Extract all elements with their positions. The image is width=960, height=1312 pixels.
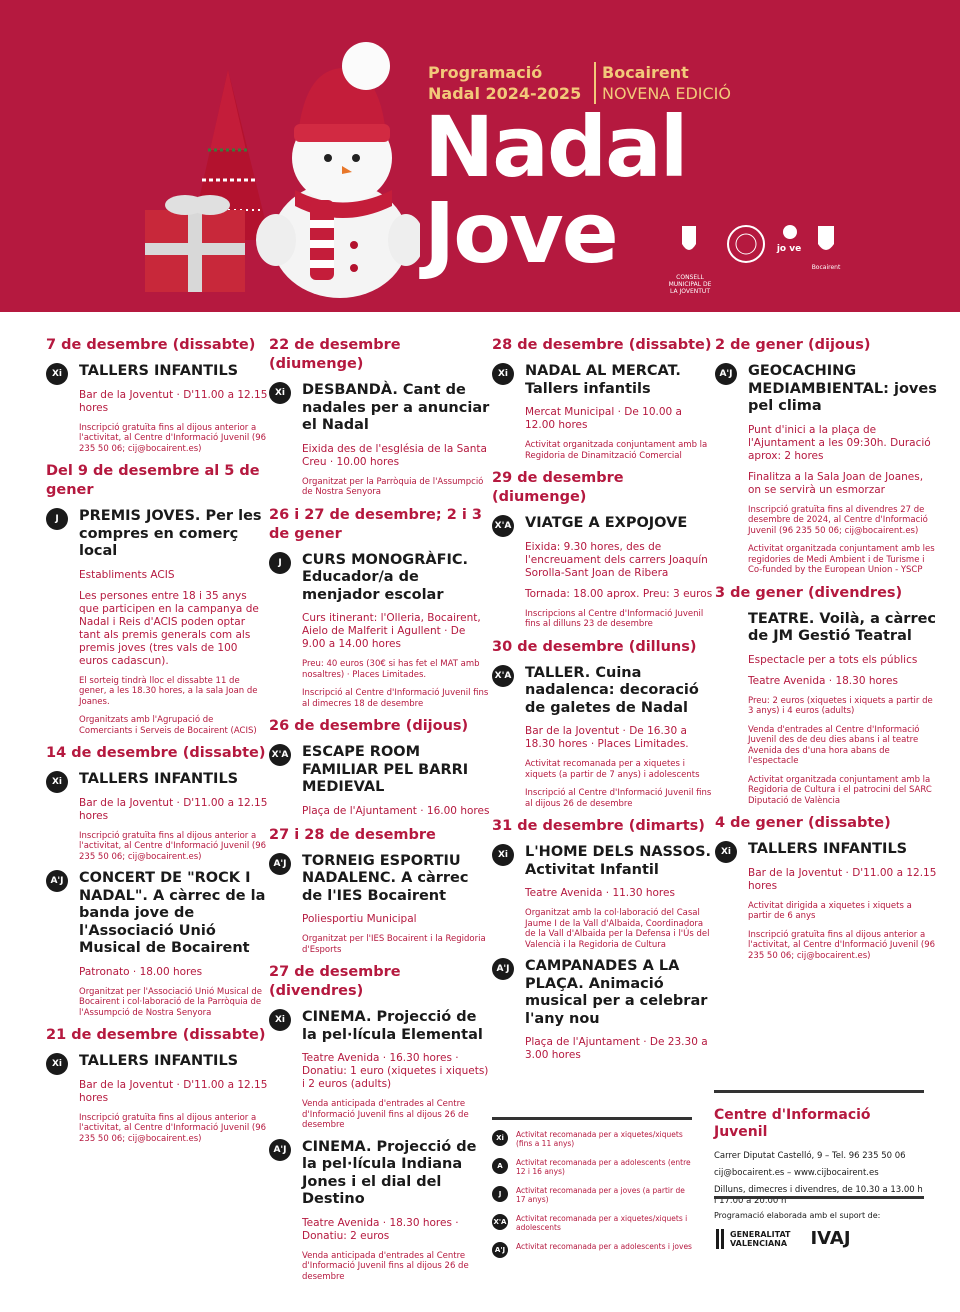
- header-banner: [0, 0, 960, 312]
- programme-column: [715, 336, 937, 969]
- programme-line-1: Programació: [428, 63, 543, 82]
- date-heading: 26 de desembre (dijous): [269, 718, 469, 734]
- event-item: [269, 1009, 491, 1131]
- age-badge-icon: Xi: [269, 382, 291, 404]
- legend-text: Activitat recomanada per a xiquetes/xiquets i adolescents: [516, 1214, 688, 1232]
- event-item: [46, 870, 268, 1018]
- cij-hours: Dilluns, dimecres i divendres, de 10.30 a 13.00 h i 17.00 a 20.00 h: [714, 1185, 923, 1206]
- event-item: [715, 841, 937, 961]
- event-title: TALLERS INFANTILS: [79, 363, 239, 379]
- event-item: [269, 744, 491, 818]
- event-item: [492, 363, 714, 461]
- event-detail: Establiments ACIS: [79, 568, 175, 581]
- event-title: TALLERS INFANTILS: [748, 841, 908, 857]
- event-item: [269, 853, 491, 956]
- date-heading: 3 de gener (divendres): [715, 584, 903, 601]
- programme-line-2: Nadal 2024-2025: [428, 84, 582, 103]
- event-note: Inscripció gratuïta fins al divendres 27 de desembre de 2024, al Centre d'Informació Juvenil (96 235 50 06; cij@bocairent.es): [748, 504, 928, 536]
- event-detail: Espectacle per a tots els públics: [748, 653, 918, 666]
- age-badge-icon: J: [269, 552, 291, 574]
- age-badge-icon: Xi: [46, 1053, 68, 1075]
- age-badge-icon: X'A: [492, 665, 514, 687]
- gv-line-1: GENERALITAT: [730, 1229, 791, 1239]
- age-badge-icon: Xi: [715, 841, 737, 863]
- logo-ajuntament: Bocairent: [811, 264, 841, 271]
- event-item: [492, 665, 714, 810]
- cij-title: Centre d'Informació Juvenil: [714, 1107, 871, 1140]
- event-title: TALLERS INFANTILS: [79, 1053, 239, 1069]
- event-note: Organitzat amb la col·laboració del Casal Jaume I de la Vall d'Albaida, Coordinadora de la Vall d'Albaida per la Defensa i l'Ús del Valencià i la Regidoria de Cultura: [525, 908, 710, 950]
- sponsor-logos: [666, 222, 846, 295]
- age-badge-icon: A'J: [492, 958, 514, 980]
- logo-consell: CONSELL MUNICIPAL DE LA JOVENTUT: [668, 274, 712, 295]
- event-note: Activitat organitzada conjuntament amb les regidories de Medi Ambient i de Turisme i Co-funded by the European Union - YSCP: [748, 544, 935, 575]
- event-item: [269, 1139, 491, 1283]
- event-detail: Eixida: 9.30 hores, des de l'encreuament dels carrers Joaquín Sorolla-Sant Joan de Ribera: [525, 540, 708, 579]
- event-note: Organitzats amb l'Agrupació de Comerciants i Serveis de Bocairent (ACIS): [79, 715, 257, 736]
- age-badge-icon: Xi: [269, 1009, 291, 1031]
- event-item: [46, 1053, 268, 1144]
- date-heading: 26 i 27 de desembre; 2 i 3 de gener: [269, 506, 482, 542]
- event-item: [715, 363, 937, 576]
- event-detail: Bar de la Joventut · De 16.30 a 18.30 hores · Places Limitades.: [525, 725, 689, 750]
- event-title: L'HOME DELS NASSOS. Activitat Infantil: [525, 844, 712, 878]
- event-note: Inscripcions al Centre d'Informació Juvenil fins al dilluns 23 de desembre: [525, 608, 704, 629]
- age-badge-icon: Xi: [492, 1130, 508, 1146]
- event-note: Venda anticipada d'entrades al Centre d'Informació Juvenil fins al dijous 26 de desembre: [302, 1099, 469, 1130]
- legend-text: Activitat recomanada per a joves (a partir de 17 anys): [516, 1186, 685, 1204]
- event-title: CINEMA. Projecció de la pel·lícula Indiana Jones i el dial del Destino: [302, 1138, 477, 1207]
- age-legend: [492, 1117, 692, 1270]
- generalitat-icon: [714, 1229, 726, 1249]
- legend-text: Activitat recomanada per a adolescents (entre 12 i 16 anys): [516, 1158, 691, 1176]
- event-detail: Eixida des de l'església de la Santa Creu · 10.00 hores: [302, 442, 487, 468]
- generalitat-logo: [714, 1229, 790, 1249]
- event-note: Organitzat per la Parròquia de l'Assumpció de Nostra Senyora: [302, 476, 484, 497]
- town-name: Bocairent: [602, 63, 689, 82]
- event-detail: Finalitza a la Sala Joan de Joanes, on se servirà un esmorzar: [748, 470, 924, 496]
- title-line-2: Jove: [424, 184, 617, 282]
- event-title: PREMIS JOVES. Per les compres en comerç local: [79, 508, 262, 559]
- snowman-illustration: [130, 40, 420, 300]
- event-title: GEOCACHING MEDIAMBIENTAL: joves pel clima: [748, 363, 937, 414]
- event-note: Inscripció gratuïta fins al dijous anterior a l'activitat, al Centre d'Informació Juvenil (96 235 50 06; cij@bocairent.es): [79, 1112, 267, 1144]
- event-title: TALLERS INFANTILS: [79, 771, 239, 787]
- date-heading: 4 de gener (dissabte): [715, 815, 891, 831]
- event-title: TORNEIG ESPORTIU NADALENC. A càrrec de l'IES Bocairent: [302, 852, 469, 904]
- event-title: CONCERT DE "ROCK I NADAL". A càrrec de la banda jove de l'Associació Unió Musical de Bocairent: [79, 870, 266, 956]
- event-note: Inscripció gratuïta fins al dijous anterior a l'activitat, al Centre d'Informació Juvenil (96 235 50 06; cij@bocairent.es): [79, 830, 267, 862]
- event-note: Preu: 40 euros (30€ si has fet el MAT amb nosaltres) · Places Limitades.: [302, 659, 480, 680]
- age-badge-icon: A'J: [269, 1139, 291, 1161]
- legend-item: [492, 1214, 692, 1232]
- date-heading: 31 de desembre (dimarts): [492, 818, 705, 834]
- main-title: [424, 98, 687, 282]
- event-detail: Punt d'inici a la plaça de l'Ajuntament a les 09:30h. Duració aprox: 2 hores: [748, 423, 931, 462]
- event-title: CAMPANADES A LA PLAÇA. Animació musical per a celebrar l'any nou: [525, 958, 708, 1027]
- logo-jove: jo ve: [776, 244, 802, 254]
- event-item: [269, 382, 491, 498]
- title-line-1: Nadal: [424, 98, 687, 196]
- event-note: Inscripció al Centre d'Informació Juvenil fins al dimecres 18 de desembre: [302, 688, 489, 709]
- support-block: [714, 1196, 924, 1249]
- event-note: El sorteig tindrà lloc el dissabte 11 de gener, a les 18.30 hores, a la sala Joan de Joanes.: [79, 675, 258, 707]
- date-heading: 27 de desembre (divendres): [269, 964, 401, 999]
- event-detail: Les persones entre 18 i 35 anys que participen en la campanya de Nadal i Reis d'ACIS poden optar tant als premis generals com als premis joves (tres vals de 100 euros cadascun).: [79, 589, 259, 667]
- event-detail: Teatre Avenida · 18.30 hores: [748, 674, 898, 687]
- event-title: DESBANDÀ. Cant de nadales per a anunciar el Nadal: [302, 382, 490, 433]
- date-heading: 28 de desembre (dissabte): [492, 337, 712, 353]
- cij-web: cij@bocairent.es – www.cijbocairent.es: [714, 1168, 879, 1178]
- age-badge-icon: A'J: [715, 363, 737, 385]
- event-item: [46, 771, 268, 862]
- legend-text: Activitat recomanada per a adolescents i joves: [516, 1242, 692, 1251]
- date-heading: 22 de desembre (diumenge): [269, 337, 401, 372]
- event-item: [715, 611, 937, 807]
- age-badge-icon: Xi: [46, 771, 68, 793]
- event-item: [492, 958, 714, 1062]
- age-badge-icon: A'J: [269, 853, 291, 875]
- event-title: CINEMA. Projecció de la pel·lícula Elemental: [302, 1009, 483, 1043]
- event-title: ESCAPE ROOM FAMILIAR PEL BARRI MEDIEVAL: [302, 744, 469, 795]
- date-heading: 21 de desembre (dissabte): [46, 1027, 266, 1043]
- event-note: Inscripció gratuïta fins al dijous anterior a l'activitat, al Centre d'Informació Juvenil (96 235 50 06; cij@bocairent.es): [79, 422, 267, 454]
- event-note: Activitat recomanada per a xiquetes i xiquets (a partir de 7 anys) i adolescents: [525, 759, 700, 780]
- event-note: Preu: 2 euros (xiquetes i xiquets a partir de 3 anys) i 4 euros (adults): [748, 695, 933, 716]
- age-badge-icon: A'J: [492, 1242, 508, 1258]
- programme-column: [492, 336, 714, 1070]
- event-detail: Bar de la Joventut · D'11.00 a 12.15 hores: [79, 388, 268, 414]
- event-note: Inscripció al Centre d'Informació Juvenil fins al dijous 26 de desembre: [525, 788, 712, 809]
- age-badge-icon: Xi: [492, 363, 514, 385]
- date-heading: 7 de desembre (dissabte): [46, 337, 256, 353]
- event-note: Venda d'entrades al Centre d'Informació Juvenil des de deu dies abans i al teatre Avenida des d'una hora abans de l'espectacle: [748, 724, 920, 766]
- event-note: Activitat organitzada conjuntament amb la Regidoria de Dinamització Comercial: [525, 440, 708, 461]
- event-detail: Teatre Avenida · 18.30 hores · Donatiu: 2 euros: [302, 1216, 459, 1242]
- event-detail: Tornada: 18.00 aprox. Preu: 3 euros: [525, 587, 713, 600]
- support-label: Programació elaborada amb el suport de:: [714, 1211, 881, 1220]
- event-item: [46, 508, 268, 736]
- event-detail: Bar de la Joventut · D'11.00 a 12.15 hores: [79, 796, 268, 822]
- age-badge-icon: J: [46, 508, 68, 530]
- event-detail: Curs itinerant: l'Olleria, Bocairent, Aielo de Malferit i Agullent · De 9.00 a 14.00 hores: [302, 612, 481, 650]
- event-note: Organitzat per l'IES Bocairent i la Regidoria d'Esports: [302, 934, 486, 955]
- age-badge-icon: A'J: [46, 870, 68, 892]
- age-badge-icon: Xi: [46, 363, 68, 385]
- age-badge-icon: X'A: [269, 744, 291, 766]
- date-heading: 2 de gener (dijous): [715, 337, 871, 353]
- event-title: TALLER. Cuina nadalenca: decoració de galetes de Nadal: [525, 664, 699, 716]
- programme-column: [269, 336, 491, 1290]
- event-note: Inscripció gratuïta fins al dijous anterior a l'activitat, al Centre d'Informació Juvenil (96 235 50 06; cij@bocairent.es): [748, 929, 936, 961]
- edition-label: NOVENA EDICIÓ: [602, 84, 731, 103]
- event-detail: Plaça de l'Ajuntament · De 23.30 a 3.00 hores: [525, 1036, 708, 1061]
- youth-info-centre: [714, 1090, 924, 1213]
- date-heading: 29 de desembre (diumenge): [492, 470, 624, 505]
- event-title: CURS MONOGRÀFIC. Educador/a de menjador escolar: [302, 551, 469, 603]
- date-heading: 27 i 28 de desembre: [269, 826, 436, 843]
- legend-item: [492, 1130, 692, 1148]
- event-item: [46, 363, 268, 454]
- event-detail: Poliesportiu Municipal: [302, 913, 417, 925]
- gv-line-2: VALENCIANA: [730, 1238, 788, 1248]
- cij-address: Carrer Diputat Castelló, 9 – Tel. 96 235 50 06: [714, 1151, 906, 1161]
- age-badge-icon: X'A: [492, 515, 514, 537]
- event-item: [269, 552, 491, 710]
- age-badge-icon: Xi: [492, 844, 514, 866]
- legend-item: [492, 1158, 692, 1176]
- event-title: VIATGE A EXPOJOVE: [525, 515, 688, 531]
- event-note: Venda anticipada d'entrades al Centre d'Informació Juvenil fins al dijous 26 de desembre: [302, 1250, 469, 1282]
- event-detail: Mercat Municipal · De 10.00 a 12.00 hores: [525, 406, 682, 431]
- date-heading: 30 de desembre (dilluns): [492, 638, 697, 655]
- event-note: Activitat organitzada conjuntament amb la Regidoria de Cultura i el patrocini del SARC Diputació de València: [748, 774, 932, 806]
- event-title: TEATRE. Voilà, a càrrec de JM Gestió Teatral: [748, 610, 937, 644]
- event-detail: Patronato · 18.00 hores: [79, 965, 203, 978]
- event-note: Activitat dirigida a xiquetes i xiquets a partir de 6 anys: [748, 900, 912, 921]
- event-detail: Bar de la Joventut · D'11.00 a 12.15 hores: [748, 866, 937, 892]
- event-detail: Bar de la Joventut · D'11.00 a 12.15 hores: [79, 1078, 268, 1104]
- event-item: [492, 515, 714, 630]
- age-badge-icon: J: [492, 1186, 508, 1202]
- programme-column: [46, 336, 268, 1152]
- age-badge-icon: A: [492, 1158, 508, 1174]
- event-title: NADAL AL MERCAT. Tallers infantils: [525, 363, 681, 397]
- event-detail: Teatre Avenida · 16.30 hores · Donatiu: 1 euro (xiquetes i xiquets) i 2 euros (adults): [302, 1052, 489, 1090]
- event-note: Organitzat per l'Associació Unió Musical de Bocairent i col·laboració de la Parròquia de l'Assumpció de Nostra Senyora: [79, 986, 262, 1018]
- legend-item: [492, 1242, 692, 1260]
- age-badge-icon: X'A: [492, 1214, 508, 1230]
- date-heading: 14 de desembre (dissabte): [46, 745, 266, 761]
- date-heading: Del 9 de desembre al 5 de gener: [46, 463, 260, 498]
- legend-item: [492, 1186, 692, 1204]
- event-detail: Plaça de l'Ajuntament · 16.00 hores: [302, 804, 490, 817]
- event-detail: Teatre Avenida · 11.30 hores: [525, 887, 675, 899]
- event-item: [492, 844, 714, 950]
- ivaj-logo: IVAJ: [810, 1228, 851, 1249]
- legend-text: Activitat recomanada per a xiquetes/xiquets (fins a 11 anys): [516, 1130, 683, 1148]
